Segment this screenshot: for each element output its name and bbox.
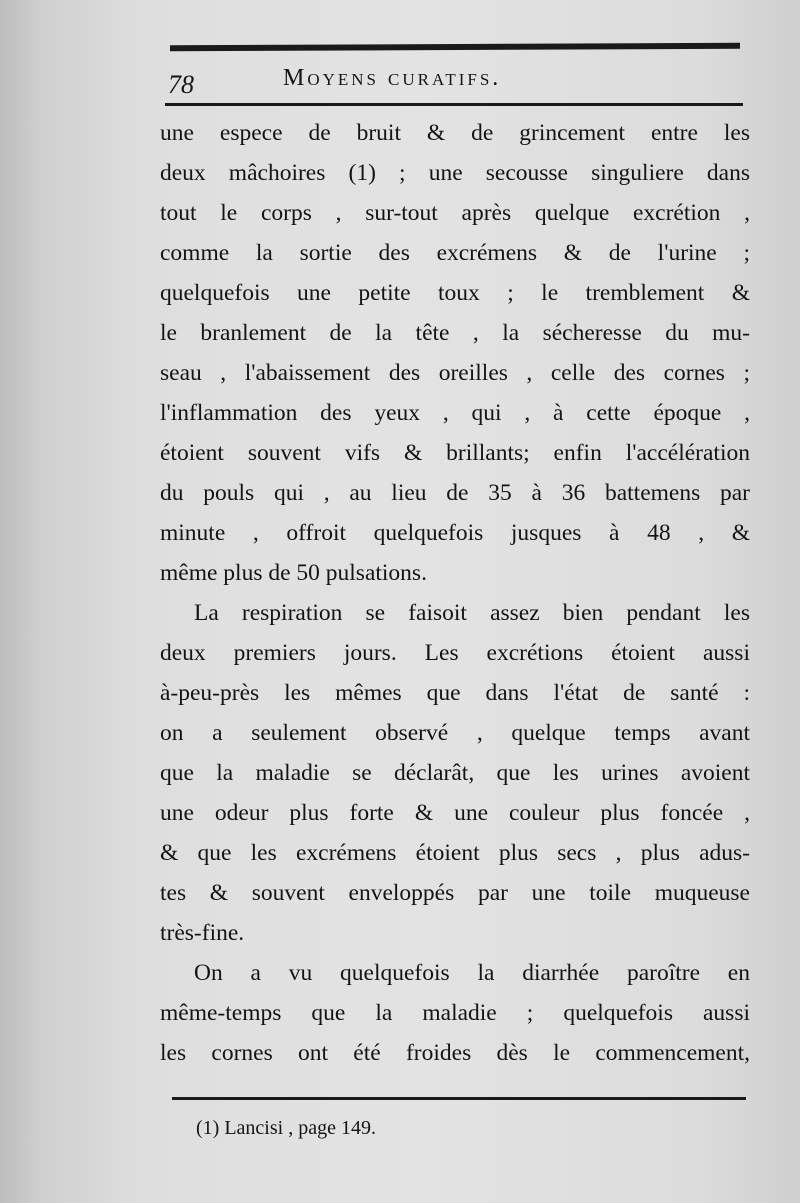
text-line: deux mâchoires (1) ; une secousse singuliere dans [160,160,750,186]
text-line: que la maladie se déclarât, que les urines avoient [160,760,750,786]
footnote-rule [172,1097,746,1100]
header-rule [165,103,743,106]
text-line: le branlement de la tête , la sécheresse du mu- [160,320,750,346]
running-head: Moyens curatifs. [283,65,502,91]
text-line: comme la sortie des excrémens & de l'urine ; [160,240,750,266]
text-line: même plus de 50 pulsations. [160,560,427,586]
page-number: 78 [168,70,194,99]
text-line: une espece de bruit & de grincement entre les [160,120,750,146]
text-line: seau , l'abaissement des oreilles , celle des cornes ; [160,360,750,386]
top-rule [170,43,740,51]
footnote: (1) Lancisi , page 149. [196,1117,376,1139]
text-line: même-temps que la maladie ; quelquefois aussi [160,1000,750,1026]
text-line: très-fine. [160,920,245,946]
text-line: deux premiers jours. Les excrétions étoient aussi [160,640,750,666]
text-line: & que les excrémens étoient plus secs , plus adus- [160,840,750,866]
text-line: du pouls qui , au lieu de 35 à 36 battemens par [160,480,750,506]
text-line: minute , offroit quelquefois jusques à 48 , & [160,520,750,546]
text-line: étoient souvent vifs & brillants; enfin l'accélération [160,440,750,466]
text-line: une odeur plus forte & une couleur plus foncée , [160,800,750,826]
text-line: à-peu-près les mêmes que dans l'état de santé : [160,680,750,706]
paragraph-start-line: On a vu quelquefois la diarrhée paroître en [194,960,750,986]
text-line: tout le corps , sur-tout après quelque excrétion , [160,200,750,226]
text-line: on a seulement observé , quelque temps avant [160,720,750,746]
text-line: les cornes ont été froides dès le commencement, [160,1040,750,1066]
text-line: quelquefois une petite toux ; le tremblement & [160,280,750,306]
paragraph-start-line: La respiration se faisoit assez bien pendant les [194,600,750,626]
text-line: tes & souvent enveloppés par une toile muqueuse [160,880,750,906]
text-line: l'inflammation des yeux , qui , à cette époque , [160,400,750,426]
